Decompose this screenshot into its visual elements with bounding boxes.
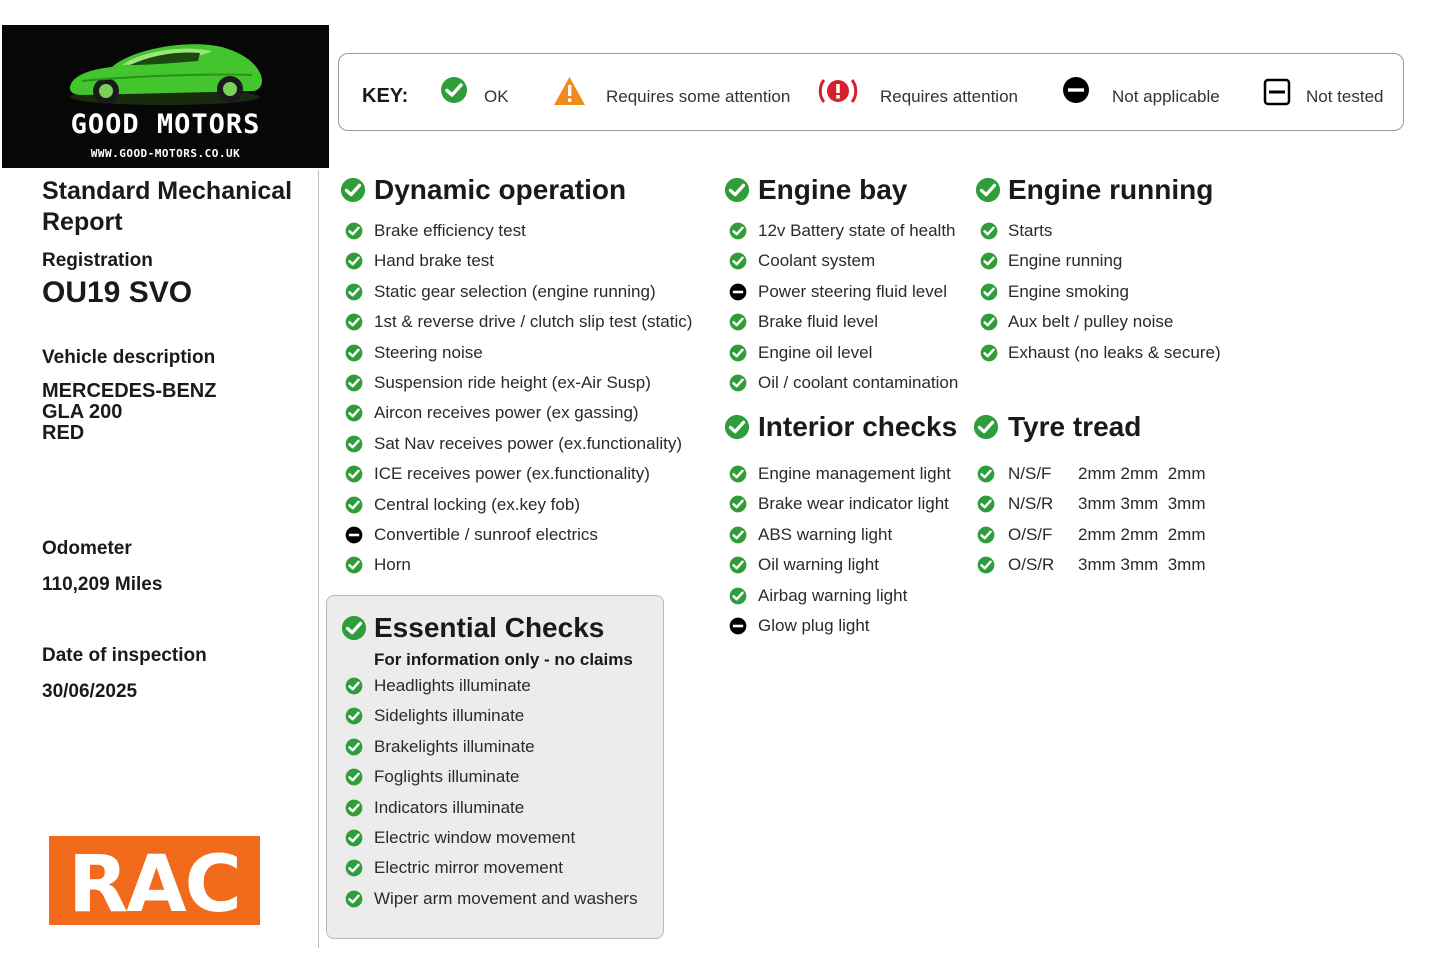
registration-value: OU19 SVO (42, 276, 193, 309)
vehicle-colour: RED (42, 422, 85, 444)
check-circle-icon (345, 890, 363, 908)
check-circle-icon (345, 435, 363, 453)
minus-circle-icon (729, 283, 747, 301)
odometer-label: Odometer (42, 538, 132, 559)
check-circle-icon (345, 799, 363, 817)
engine-running-item: Starts (1008, 221, 1053, 240)
brand-url: WWW.GOOD-MOTORS.CO.UK (90, 147, 241, 160)
check-circle-icon (345, 738, 363, 756)
report-title: Standard Mechanical Report (42, 177, 293, 236)
inspection-date-label: Date of inspection (42, 645, 207, 666)
engine-running-item: Aux belt / pulley noise (1008, 312, 1174, 332)
dynamic-item: Aircon receives power (ex gassing) (374, 403, 639, 423)
interior-check-icon (724, 414, 750, 440)
dynamic-item: Convertible / sunroof electrics (374, 525, 598, 544)
check-circle-icon (729, 556, 747, 574)
dynamic-item: 1st & reverse drive / clutch slip test (static) (374, 312, 693, 332)
check-circle-icon (345, 404, 363, 422)
check-circle-icon (345, 829, 363, 847)
check-circle-icon (345, 677, 363, 695)
tyre-tread-title: Tyre tread (1008, 411, 1142, 442)
check-circle-icon (345, 707, 363, 725)
check-circle-icon (345, 252, 363, 270)
essential-check-icon (341, 615, 367, 641)
check-circle-icon (980, 222, 998, 240)
check-circle-icon (440, 76, 468, 104)
dynamic-item: Brake efficiency test (374, 221, 526, 240)
check-circle-icon (345, 465, 363, 483)
engine-bay-check-icon (724, 177, 750, 203)
minus-square-icon (1263, 78, 1291, 106)
dynamic-item: ICE receives power (ex.functionality) (374, 464, 650, 484)
tyre-depths: 2mm 2mm 2mm (1078, 464, 1206, 483)
tyre-depths: 3mm 3mm 3mm (1078, 494, 1206, 514)
minus-circle-icon (345, 526, 363, 544)
tyre-tread-item: N/S/R (1008, 494, 1054, 514)
essential-item: Foglights illuminate (374, 767, 520, 787)
engine-running-check-icon (975, 177, 1001, 203)
interior-item: Airbag warning light (758, 585, 908, 605)
check-circle-icon (345, 374, 363, 392)
key-not-tested-label: Not tested (1306, 87, 1384, 106)
essential-item: Indicators illuminate (374, 797, 525, 817)
interior-item: Engine management light (758, 464, 951, 483)
vehicle-description (42, 381, 216, 444)
engine-bay-item: 12v Battery state of health (758, 221, 956, 240)
key-title: KEY: (362, 85, 409, 107)
check-circle-icon (345, 859, 363, 877)
check-circle-icon (729, 495, 747, 513)
tyre-tread-item: O/S/F (1008, 524, 1053, 544)
check-circle-icon (345, 496, 363, 514)
check-circle-icon (729, 252, 747, 270)
engine-bay-item: Coolant system (758, 251, 876, 271)
tyre-tread-check-icon (973, 414, 999, 440)
interior-checks-title: Interior checks (758, 411, 958, 442)
dynamic-check-icon (340, 177, 366, 203)
check-circle-icon (345, 556, 363, 574)
vehicle-model: GLA 200 (42, 401, 123, 423)
interior-item: ABS warning light (758, 524, 893, 544)
essential-item: Electric mirror movement (374, 858, 563, 878)
rac-logo-text: RAC (68, 840, 240, 925)
engine-running-title: Engine running (1008, 174, 1214, 205)
interior-item: Brake wear indicator light (758, 494, 949, 514)
tyre-tread-item: N/S/F (1008, 464, 1052, 483)
dynamic-item: Horn (374, 555, 411, 575)
check-circle-icon (345, 768, 363, 786)
engine-running-item: Engine smoking (1008, 281, 1129, 301)
check-circle-icon (345, 313, 363, 331)
dynamic-item: Suspension ride height (ex-Air Susp) (374, 373, 651, 392)
warning-triangle-icon (553, 76, 586, 106)
good-motors-logo (2, 25, 329, 168)
essential-item: Electric window movement (374, 828, 576, 847)
vehicle-description-label: Vehicle description (42, 347, 216, 368)
engine-bay-item: Engine oil level (758, 342, 873, 362)
check-circle-icon (345, 222, 363, 240)
dynamic-item: Hand brake test (374, 251, 495, 271)
engine-running-item: Engine running (1008, 251, 1123, 271)
odometer-value: 110,209 Miles (42, 574, 163, 595)
tyre-tread-item: O/S/R (1008, 555, 1055, 575)
essential-item: Brakelights illuminate (374, 736, 535, 756)
key-ok-label: OK (484, 87, 509, 106)
vehicle-make: MERCEDES-BENZ (42, 380, 217, 402)
check-circle-icon (980, 252, 998, 270)
check-circle-icon (980, 313, 998, 331)
check-circle-icon (977, 495, 995, 513)
check-circle-icon (729, 465, 747, 483)
key-na-label: Not applicable (1112, 87, 1220, 106)
check-circle-icon (977, 556, 995, 574)
check-circle-icon (729, 344, 747, 362)
engine-bay-title: Engine bay (758, 174, 908, 205)
check-circle-icon (729, 313, 747, 331)
engine-bay-item: Oil / coolant contamination (758, 373, 959, 392)
key-attention-label: Requires attention (880, 87, 1018, 106)
rac-logo-icon (49, 836, 260, 925)
minus-circle-icon (729, 617, 747, 635)
essential-checks-subtitle: For information only - no claims (374, 650, 633, 669)
inspection-date-value: 30/06/2025 (42, 681, 138, 702)
essential-item: Headlights illuminate (374, 676, 531, 695)
tyre-depths: 2mm 2mm 2mm (1078, 524, 1206, 544)
interior-item: Oil warning light (758, 555, 879, 575)
brand-name: GOOD MOTORS (70, 109, 261, 140)
essential-checks-title: Essential Checks (374, 612, 605, 643)
check-circle-icon (729, 526, 747, 544)
check-circle-icon (977, 465, 995, 483)
check-circle-icon (345, 344, 363, 362)
vertical-divider (318, 170, 319, 948)
check-circle-icon (980, 283, 998, 301)
engine-bay-item: Power steering fluid level (758, 281, 947, 301)
essential-item: Sidelights illuminate (374, 706, 525, 726)
alert-circle-icon (818, 76, 858, 106)
essential-item: Wiper arm movement and washers (374, 888, 638, 908)
dynamic-operation-title: Dynamic operation (374, 174, 627, 205)
key-some-attention-label: Requires some attention (606, 87, 791, 106)
check-circle-icon (345, 283, 363, 301)
registration-label: Registration (42, 250, 153, 271)
tyre-depths: 3mm 3mm 3mm (1078, 555, 1206, 575)
dynamic-item: Central locking (ex.key fob) (374, 494, 580, 514)
minus-circle-icon (1062, 76, 1090, 104)
dynamic-item: Sat Nav receives power (ex.functionality) (374, 433, 683, 453)
check-circle-icon (977, 526, 995, 544)
check-circle-icon (729, 374, 747, 392)
check-circle-icon (980, 344, 998, 362)
check-circle-icon (729, 222, 747, 240)
dynamic-item: Static gear selection (engine running) (374, 281, 656, 301)
interior-item: Glow plug light (758, 616, 870, 635)
engine-running-item: Exhaust (no leaks & secure) (1008, 342, 1221, 362)
dynamic-item: Steering noise (374, 342, 483, 362)
check-circle-icon (729, 587, 747, 605)
engine-bay-item: Brake fluid level (758, 312, 879, 332)
rac-logo (49, 836, 260, 925)
